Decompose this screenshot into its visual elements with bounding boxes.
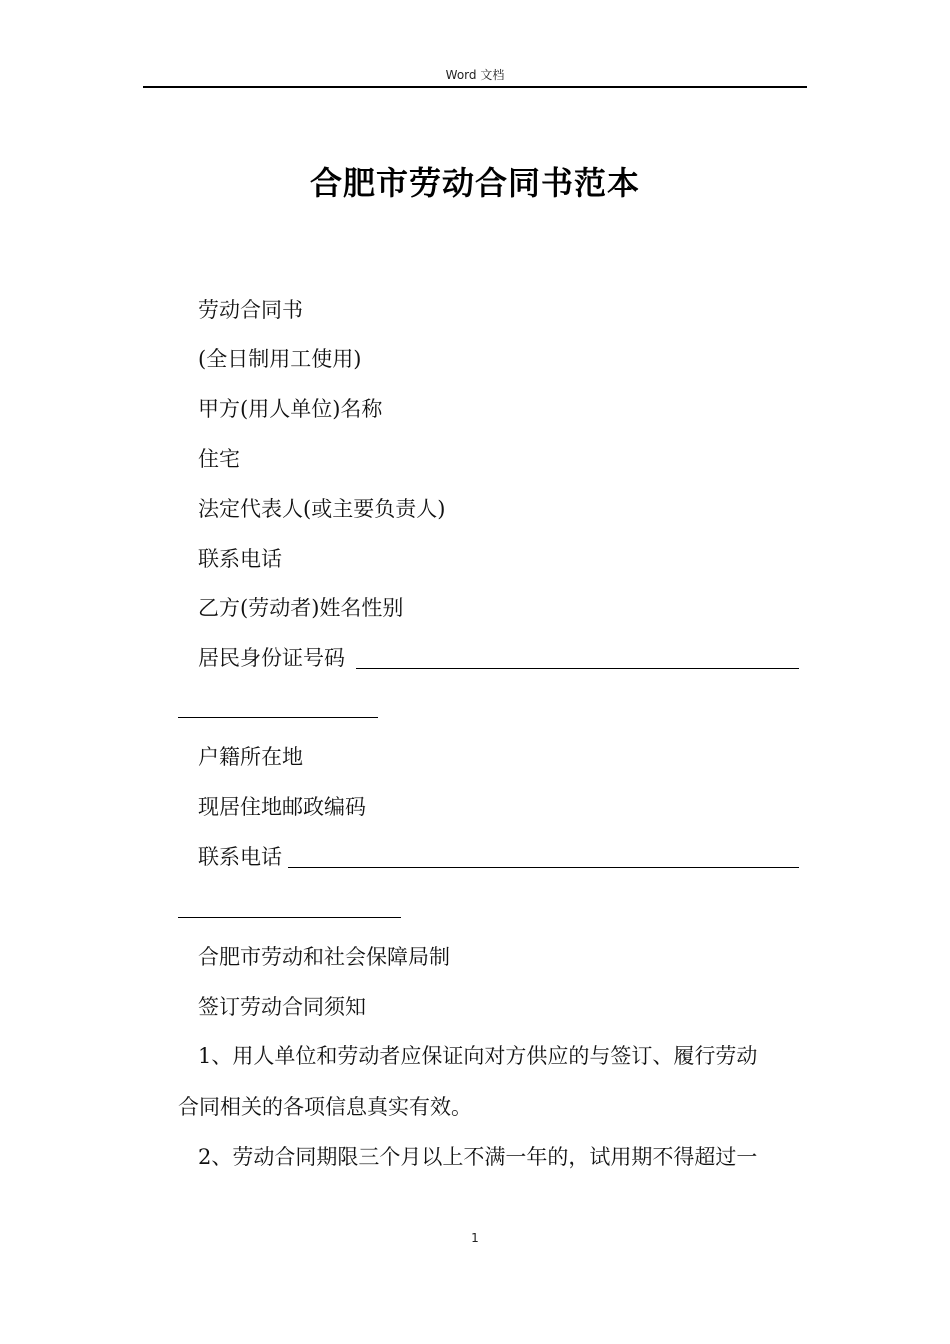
document-title: 合肥市劳动合同书范本 [309, 164, 640, 202]
paragraph-party-b-name-gender: 乙方(劳动者)姓名性别 [198, 596, 404, 620]
paragraph-contact-phone-a: 联系电话 [198, 547, 282, 571]
paragraph-legal-representative: 法定代表人(或主要负责人) [198, 497, 446, 521]
paragraph-notice-item-1-continued: 合同相关的各项信息真实有效。 [178, 1095, 472, 1119]
paragraph-issuing-authority: 合肥市劳动和社会保障局制 [198, 945, 450, 969]
contact-phone-fill-line-continued [178, 917, 401, 918]
paragraph-signing-notice-heading: 签订劳动合同须知 [198, 995, 366, 1019]
paragraph-fulltime-note: (全日制用工使用) [198, 347, 362, 371]
id-number-fill-line-continued [178, 717, 378, 718]
paragraph-household-registration: 户籍所在地 [198, 745, 303, 769]
header-divider [143, 86, 807, 88]
paragraph-notice-item-1: 1、用人单位和劳动者应保证向对方供应的与签订、履行劳动 [198, 1044, 758, 1068]
page-number: 1 [471, 1231, 479, 1245]
contact-phone-fill-line [288, 867, 799, 868]
paragraph-id-number: 居民身份证号码 [198, 646, 345, 670]
paragraph-notice-item-2: 2、劳动合同期限三个月以上不满一年的，试用期不得超过一 [198, 1145, 758, 1169]
paragraph-contract-heading: 劳动合同书 [198, 298, 303, 322]
paragraph-contact-phone-b: 联系电话 [198, 845, 282, 869]
paragraph-current-residence-postcode: 现居住地邮政编码 [198, 795, 366, 819]
paragraph-party-a-name: 甲方(用人单位)名称 [198, 397, 383, 421]
paragraph-residence: 住宅 [198, 447, 240, 471]
id-number-fill-line [356, 668, 799, 669]
header-label: Word 文档 [445, 68, 505, 82]
